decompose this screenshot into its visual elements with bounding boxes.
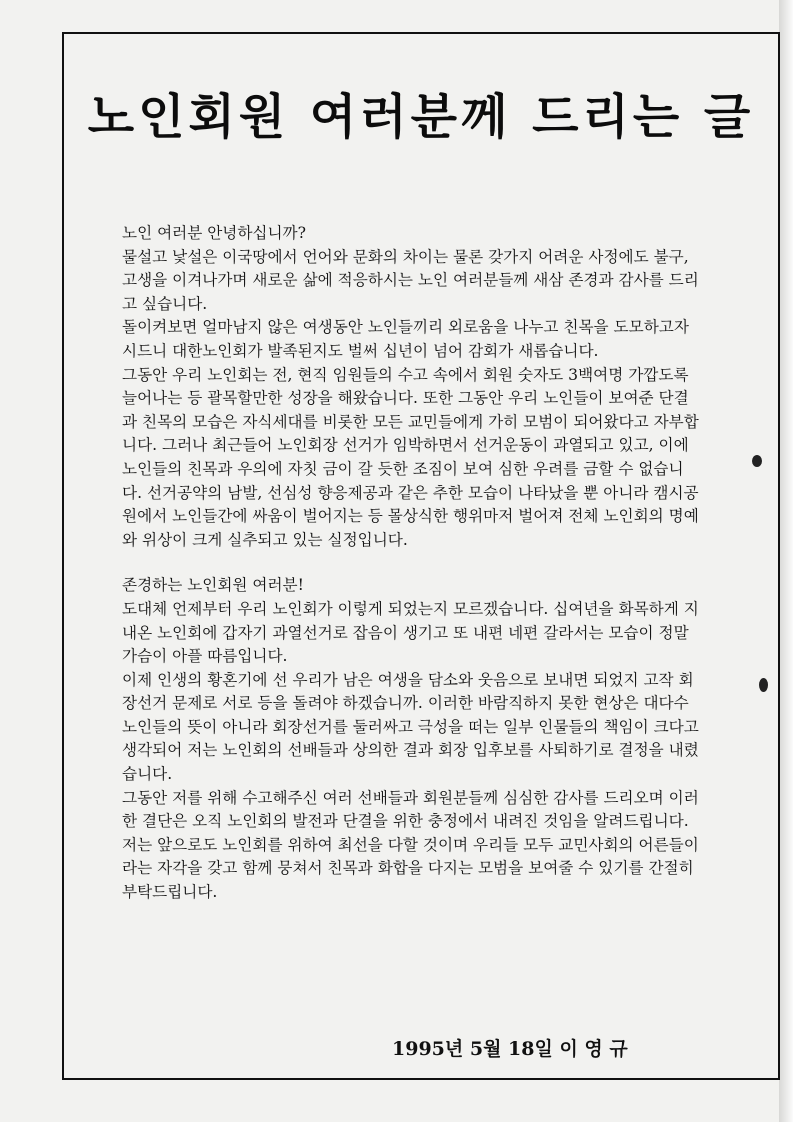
ink-blot xyxy=(752,455,762,467)
paragraph: 돌이켜보면 얼마남지 않은 여생동안 노인들끼리 외로움을 나누고 친목을 도모하고자 시드니 대한노인회가 발족된지도 벌써 십년이 넘어 감회가 새롭습니다. xyxy=(122,318,689,360)
ink-blot xyxy=(759,678,768,692)
paragraph: 그동안 우리 노인회는 전, 현직 임원들의 수고 속에서 회원 숫자도 3백여명 가깝도록 늘어나는 등 괄목할만한 성장을 해왔습니다. 또한 그동안 우리 노인들이 보여준 단결과 친목의 모습은 자식세대를 비롯한 모든 교민들에게 가히 모범이 되어왔다고 자부합니다. 그러나 최근들어 노인회장 선거가 임박하면서 선거운동이 과열되고 있고, 이에 노인들의 친목과 우의에 자칫 금이 갈 듯한 조짐이 보여 심한 우려를 금할 수 없습니다. 선거공약의 남발, 선심성 향응제공과 같은 추한 모습이 나타났을 뿐 아니라 캠시공원에서 노인들간에 싸움이 벌어지는 등 몰상식한 행위마저 벌어져 전체 노인회의 명예와 위상이 크게 실추되고 있는 실정입니다. xyxy=(122,365,699,549)
date-and-signature: 1995년 5월 18일 이 영 규 xyxy=(392,1038,628,1060)
paper-edge xyxy=(779,0,793,1122)
salutation: 존경하는 노인회원 여러분! xyxy=(122,576,304,595)
paragraph: 도대체 언제부터 우리 노인회가 이렇게 되었는지 모르겠습니다. 십여년을 화목하게 지내온 노인회에 갑자기 과열선거로 잡음이 생기고 또 내편 네편 갈라서는 모습이 정말 가슴이 아플 따름입니다. xyxy=(122,599,699,666)
letter-title: 노인회원 여러분께 드리는 글 xyxy=(87,89,755,145)
letter-body xyxy=(122,222,702,905)
section-gap xyxy=(122,552,702,574)
paragraph: 물설고 낯설은 이국땅에서 언어와 문화의 차이는 물론 갖가지 어려운 사정에도 불구, 고생을 이겨나가며 새로운 삶에 적응하시는 노인 여러분들께 새삼 존경과 감사를 드리고 싶습니다. xyxy=(122,247,699,313)
greeting: 노인 여러분 안녕하십니까? xyxy=(122,224,306,242)
paragraph: 그동안 저를 위해 수고해주신 여러 선배들과 회원분들께 심심한 감사를 드리오며 이러한 결단은 오직 노인회의 발전과 단결을 위한 충정에서 내려진 것임을 알려드립니다. 저는 앞으로도 노인회를 위하여 최선을 다할 것이며 우리들 모두 교민사회의 어른들이라는 자각을 갖고 함께 뭉쳐서 친목과 화합을 다지는 모범을 보여줄 수 있기를 간절히 부탁드립니다. xyxy=(122,788,699,902)
paragraph: 이제 인생의 황혼기에 선 우리가 남은 여생을 담소와 웃음으로 보내면 되었지 고작 회장선거 문제로 서로 등을 돌려야 하겠습니까. 이러한 바람직하지 못한 현상은 대다수 노인들의 뜻이 아니라 회장선거를 둘러싸고 극성을 떠는 일부 인물들의 책임이 크다고 생각되어 저는 노인회의 선배들과 상의한 결과 회장 입후보를 사퇴하기로 결정을 내렸습니다. xyxy=(122,670,699,784)
